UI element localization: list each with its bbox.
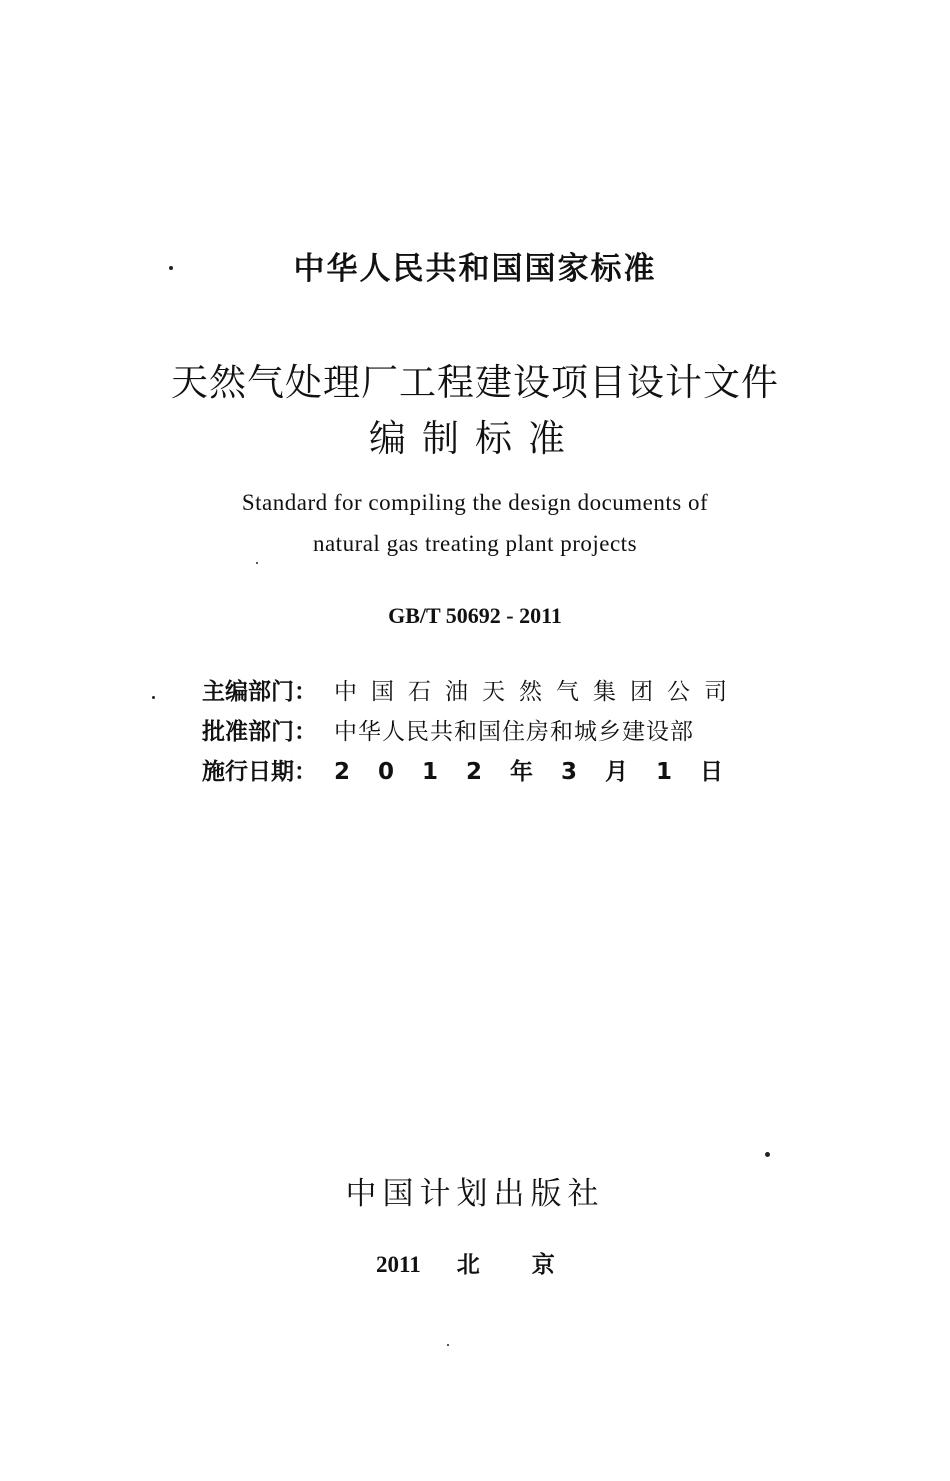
info-row-chief-editor (202, 673, 742, 703)
info-label: 施行日期： (202, 759, 317, 785)
title-english-line-2: natural gas treating plant projects (312, 531, 638, 556)
publisher-name: 中国计划出版社 (345, 1176, 605, 1212)
info-value: 中国石油天然气集团公司 (334, 679, 741, 705)
info-row-approval (202, 713, 742, 743)
scan-speck (152, 696, 155, 699)
title-chinese-line-1: 天然气处理厂工程建设项目设计文件 (171, 361, 779, 404)
standard-code: GB/T 50692 - 2011 (388, 603, 562, 628)
publication-place (376, 1246, 607, 1279)
info-value: 2012年3月1日 (334, 759, 752, 785)
info-value: 中华人民共和国住房和城乡建设部 (334, 719, 694, 745)
scan-speck (169, 266, 173, 270)
publication-year: 2011 (376, 1252, 421, 1277)
info-label: 批准部门： (202, 719, 317, 745)
title-english-line-1: Standard for compiling the design documents of (241, 490, 709, 515)
national-standard-heading: 中华人民共和国国家标准 (293, 251, 657, 287)
scan-speck (447, 1344, 449, 1346)
info-label: 主编部门： (202, 679, 317, 705)
scan-speck (765, 1152, 770, 1157)
publication-city: 北京 (456, 1252, 607, 1278)
info-row-effective-date (202, 753, 752, 785)
title-chinese-line-2: 编制标准 (369, 417, 581, 460)
scan-speck (256, 562, 258, 564)
